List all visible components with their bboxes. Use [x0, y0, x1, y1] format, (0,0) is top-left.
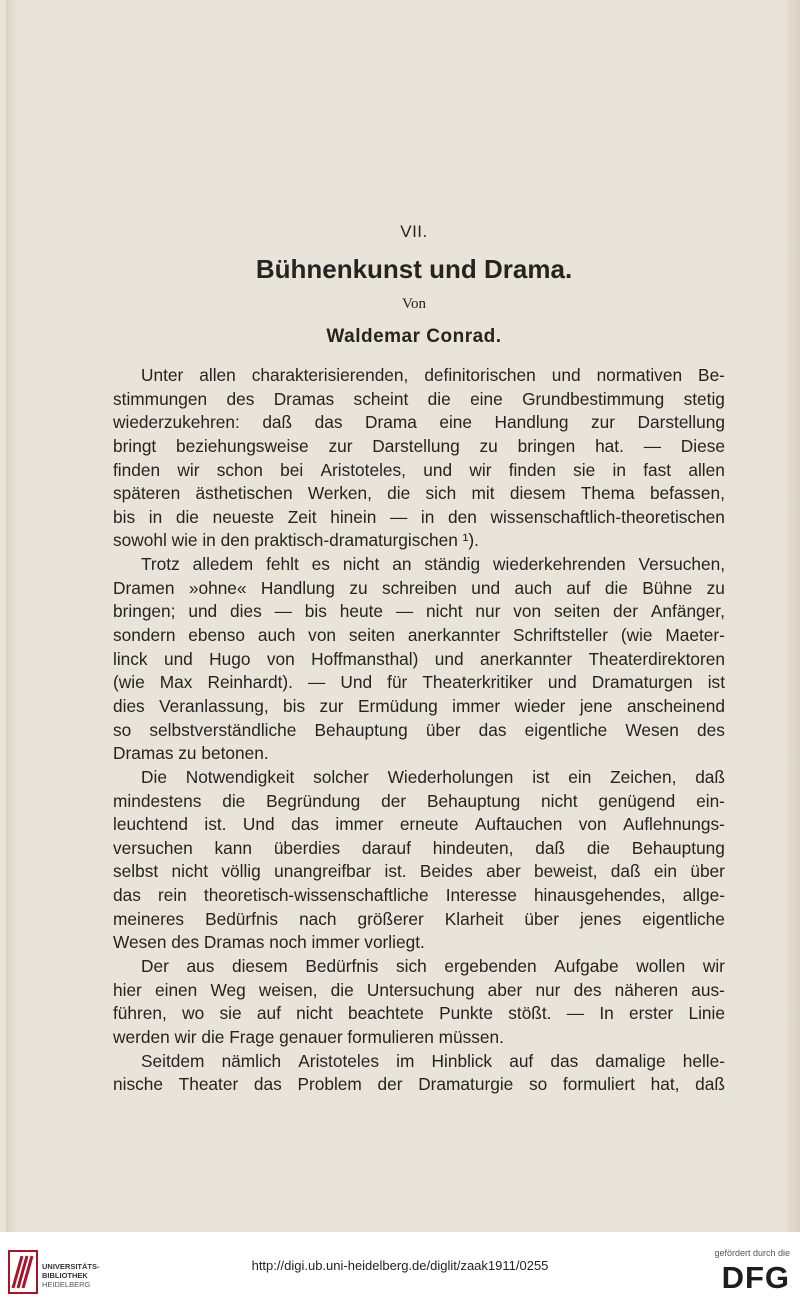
byline-prefix: Von [402, 296, 426, 312]
library-name-line-2: BIBLIOTHEK [42, 1271, 88, 1280]
text-line: nische Theater das Problem der Dramaturgie so formuliert hat, daß [113, 1074, 725, 1095]
text-line: selbst nicht völlig unangreifbar ist. Beides aber beweist, daß ein über [113, 861, 725, 882]
text-line: leuchtend ist. Und das immer erneute Auftauchen von Auflehnungs- [113, 814, 725, 835]
text-line: wiederzukehren: daß das Drama eine Handlung zur Darstellung [113, 412, 725, 433]
text-line: versuchen kann überdies darauf hindeuten, daß die Behauptung [113, 837, 725, 858]
text-line: Seitdem nämlich Aristoteles im Hinblick auf das damalige helle- [141, 1050, 725, 1071]
text-line: (wie Max Reinhardt). — Und für Theaterkritiker und Dramaturgen ist [113, 672, 725, 693]
library-name-line-3: HEIDELBERG [42, 1280, 91, 1289]
text-line: linck und Hugo von Hoffmansthal) und anerkannter Theaterdirektoren [113, 648, 725, 669]
text-line: Dramen »ohne« Handlung zu schreiben und auch auf die Bühne zu [113, 577, 725, 598]
library-name-line-1: UNIVERSITÄTS- [42, 1262, 100, 1271]
body-text [113, 364, 725, 1097]
text-line: mindestens die Begründung der Behauptung nicht genügend ein- [113, 790, 725, 811]
funding-text: gefördert durch die [714, 1248, 790, 1258]
article-title: Bühnenkunst und Drama. [255, 254, 573, 284]
text-line: späteren ästhetischen Werken, die sich mit diesem Thema befassen, [113, 483, 725, 504]
author-name: Waldemar Conrad. [326, 326, 502, 347]
text-line: bringen; und dies — bis heute — nicht nur von seiten der Anfänger, [113, 601, 725, 622]
text-line: bringt beziehungsweise zur Darstellung zu bringen hat. — Diese [113, 435, 725, 456]
text-line: Die Notwendigkeit solcher Wiederholungen ist ein Zeichen, daß [141, 766, 725, 787]
text-line: das rein theoretisch-wissenschaftliche Interesse hinausgehendes, allge- [113, 885, 725, 906]
text-line: werden wir die Frage genauer formulieren müssen. [113, 1026, 504, 1047]
text-line: dies Veranlassung, bis zur Ermüdung immer wieder jene anscheinend [113, 695, 725, 716]
text-line: finden wir schon bei Aristoteles, und wir finden sie in fast allen [113, 459, 725, 480]
text-line: so selbstverständliche Behauptung über das eigentliche Wesen des [113, 719, 725, 740]
text-line: Dramas zu betonen. [113, 743, 269, 764]
text-line: Trotz alledem fehlt es nicht an ständig wiederkehrenden Versuchen, [141, 554, 725, 575]
text-line: bis in die neueste Zeit hinein — in den wissenschaftlich-theoretischen [113, 506, 725, 527]
text-line: Der aus diesem Bedürfnis sich ergebenden Aufgabe wollen wir [141, 956, 725, 977]
chapter-number: VII. [400, 222, 428, 241]
text-line: sondern ebenso auch von seiten anerkannter Schriftsteller (wie Maeter- [113, 625, 725, 646]
text-line: meineres Bedürfnis nach größerer Klarheit über jenes eigentliche [113, 908, 725, 929]
text-line: sowohl wie in den praktisch-dramaturgischen ¹). [113, 530, 479, 551]
dfg-logo: DFG [721, 1260, 790, 1295]
text-line: führen, wo sie auf nicht beachtete Punkte stößt. — In erster Linie [113, 1003, 725, 1024]
text-line: hier einen Weg weisen, die Untersuchung aber nur des näheren aus- [113, 979, 725, 1000]
permalink-url[interactable]: http://digi.ub.uni-heidelberg.de/diglit/zaak1911/0255 [251, 1258, 549, 1273]
text-line: Unter allen charakterisierenden, definitorischen und normativen Be- [141, 365, 725, 385]
text-line: Wesen des Dramas noch immer vorliegt. [113, 932, 425, 953]
text-line: stimmungen des Dramas scheint die eine Grundbestimmung stetig [113, 388, 725, 409]
